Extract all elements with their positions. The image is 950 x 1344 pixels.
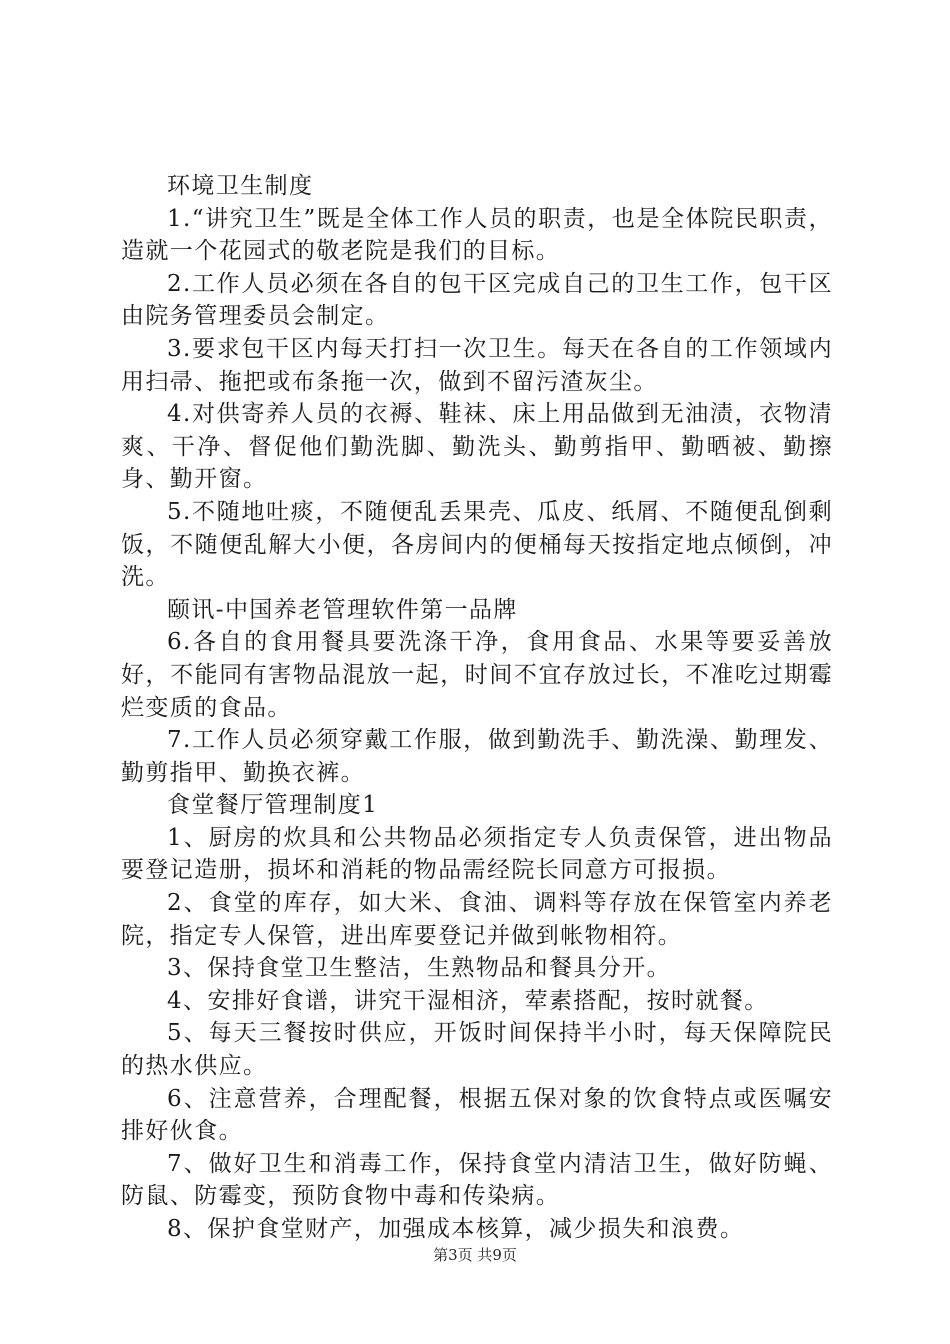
paragraph: 6、注意营养，合理配餐，根据五保对象的饮食特点或医嘱安排好伙食。	[121, 1085, 833, 1145]
paragraph: 7、做好卫生和消毒工作，保持食堂内清洁卫生，做好防蝇、防鼠、防霉变，预防食物中毒和传染病。	[121, 1150, 833, 1210]
paragraph: 1、厨房的炊具和公共物品必须指定专人负责保管，进出物品要登记造册，损坏和消耗的物品需经院长同意方可报损。	[121, 824, 833, 884]
page-footer	[0, 1244, 950, 1265]
paragraph: 2.工作人员必须在各自的包干区完成自己的卫生工作，包干区由院务管理委员会制定。	[121, 270, 833, 330]
paragraph: 5.不随地吐痰，不随便乱丢果壳、瓜皮、纸屑、不随便乱倒剩饭，不随便乱解大小便，各房间内的便桶每天按指定地点倾倒，冲洗。	[121, 498, 833, 591]
section-title-canteen-management: 食堂餐厅管理制度1	[167, 792, 379, 819]
paragraph: 3、保持食堂卫生整洁，生熟物品和餐具分开。	[167, 955, 672, 982]
paragraph: 7.工作人员必须穿戴工作服，做到勤洗手、勤洗澡、勤理发、勤剪指甲、勤换衣裤。	[121, 727, 833, 786]
paragraph: 8、保护食堂财产，加强成本核算，减少损失和浪费。	[167, 1216, 745, 1242]
brand-line: 颐讯-中国养老管理软件第一品牌	[167, 596, 518, 623]
paragraph: 1.“讲究卫生”既是全体工作人员的职责，也是全体院民职责，造就一个花园式的敬老院是我们的目标。	[121, 205, 833, 265]
paragraph: 4、安排好食谱，讲究干湿相济，荤素搭配，按时就餐。	[167, 987, 769, 1014]
paragraph: 5、每天三餐按时供应，开饭时间保持半小时，每天保障院民的热水供应。	[121, 1020, 833, 1080]
paragraph: 3.要求包干区内每天打扫一次卫生。每天在各自的工作领域内用扫帚、拖把或布条拖一次，做到不留污渣灰尘。	[121, 335, 833, 395]
document-body	[121, 170, 833, 1246]
paragraph: 2、食堂的库存，如大米、食油、调料等存放在保管室内养老院，指定专人保管，进出库要登记并做到帐物相符。	[121, 890, 833, 949]
paragraph: 6.各自的食用餐具要洗涤干净，食用食品、水果等要妥善放好，不能同有害物品混放一起，时间不宜存放过长，不准吃过期霉烂变质的食品。	[121, 629, 833, 721]
section-title-environment-hygiene: 环境卫生制度	[167, 173, 314, 199]
page-number-label: 第3页 共9页	[433, 1246, 517, 1264]
paragraph: 4.对供寄养人员的衣褥、鞋袜、床上用品做到无油渍，衣物清爽、干净、督促他们勤洗脚、勤洗头、勤剪指甲、勤晒被、勤擦身、勤开窗。	[121, 401, 833, 493]
